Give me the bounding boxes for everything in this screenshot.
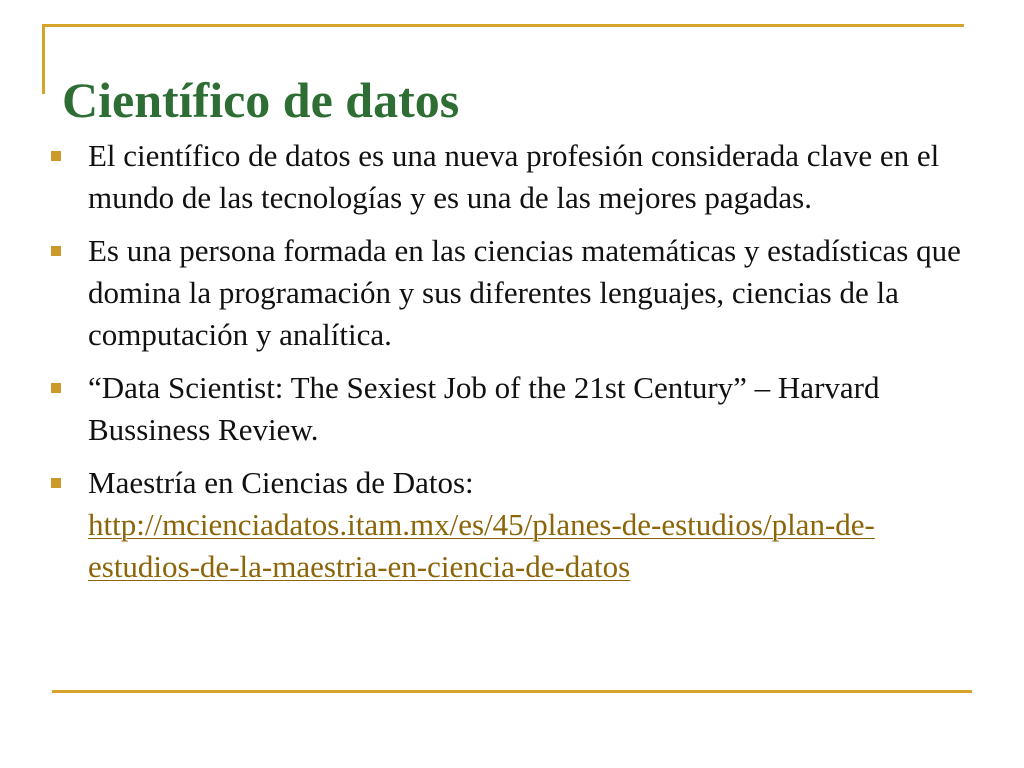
bullet-item-4 xyxy=(45,462,980,588)
frame-bottom-line xyxy=(52,690,972,693)
bullet-item-2 xyxy=(45,230,980,356)
square-bullet-icon xyxy=(51,151,61,161)
bullet-text-2: Es una persona formada en las ciencias matemáticas y estadísticas que domina la programación y sus diferentes lenguajes, ciencias de la computación y analítica. xyxy=(88,233,961,352)
square-bullet-icon xyxy=(51,478,61,488)
square-bullet-icon xyxy=(51,246,61,256)
slide-title: Científico de datos xyxy=(62,71,460,128)
bullet-item-3 xyxy=(45,367,980,451)
frame-left-line xyxy=(42,24,45,94)
maestria-link[interactable]: http://mcienciadatos.itam.mx/es/45/planes-de-estudios/plan-de-estudios-de-la-maestria-en-ciencia-de-datos xyxy=(88,507,875,584)
bullet-item-1 xyxy=(45,135,980,219)
bullet-list xyxy=(45,135,980,599)
bullet-text-3: “Data Scientist: The Sexiest Job of the 21st Century” – Harvard Bussiness Review. xyxy=(88,370,880,447)
bullet-text-1: El científico de datos es una nueva profesión considerada clave en el mundo de las tecnologías y es una de las mejores pagadas. xyxy=(88,138,940,215)
frame-top-line xyxy=(42,24,964,27)
square-bullet-icon xyxy=(51,383,61,393)
bullet-text-4: Maestría en Ciencias de Datos: xyxy=(88,465,474,500)
